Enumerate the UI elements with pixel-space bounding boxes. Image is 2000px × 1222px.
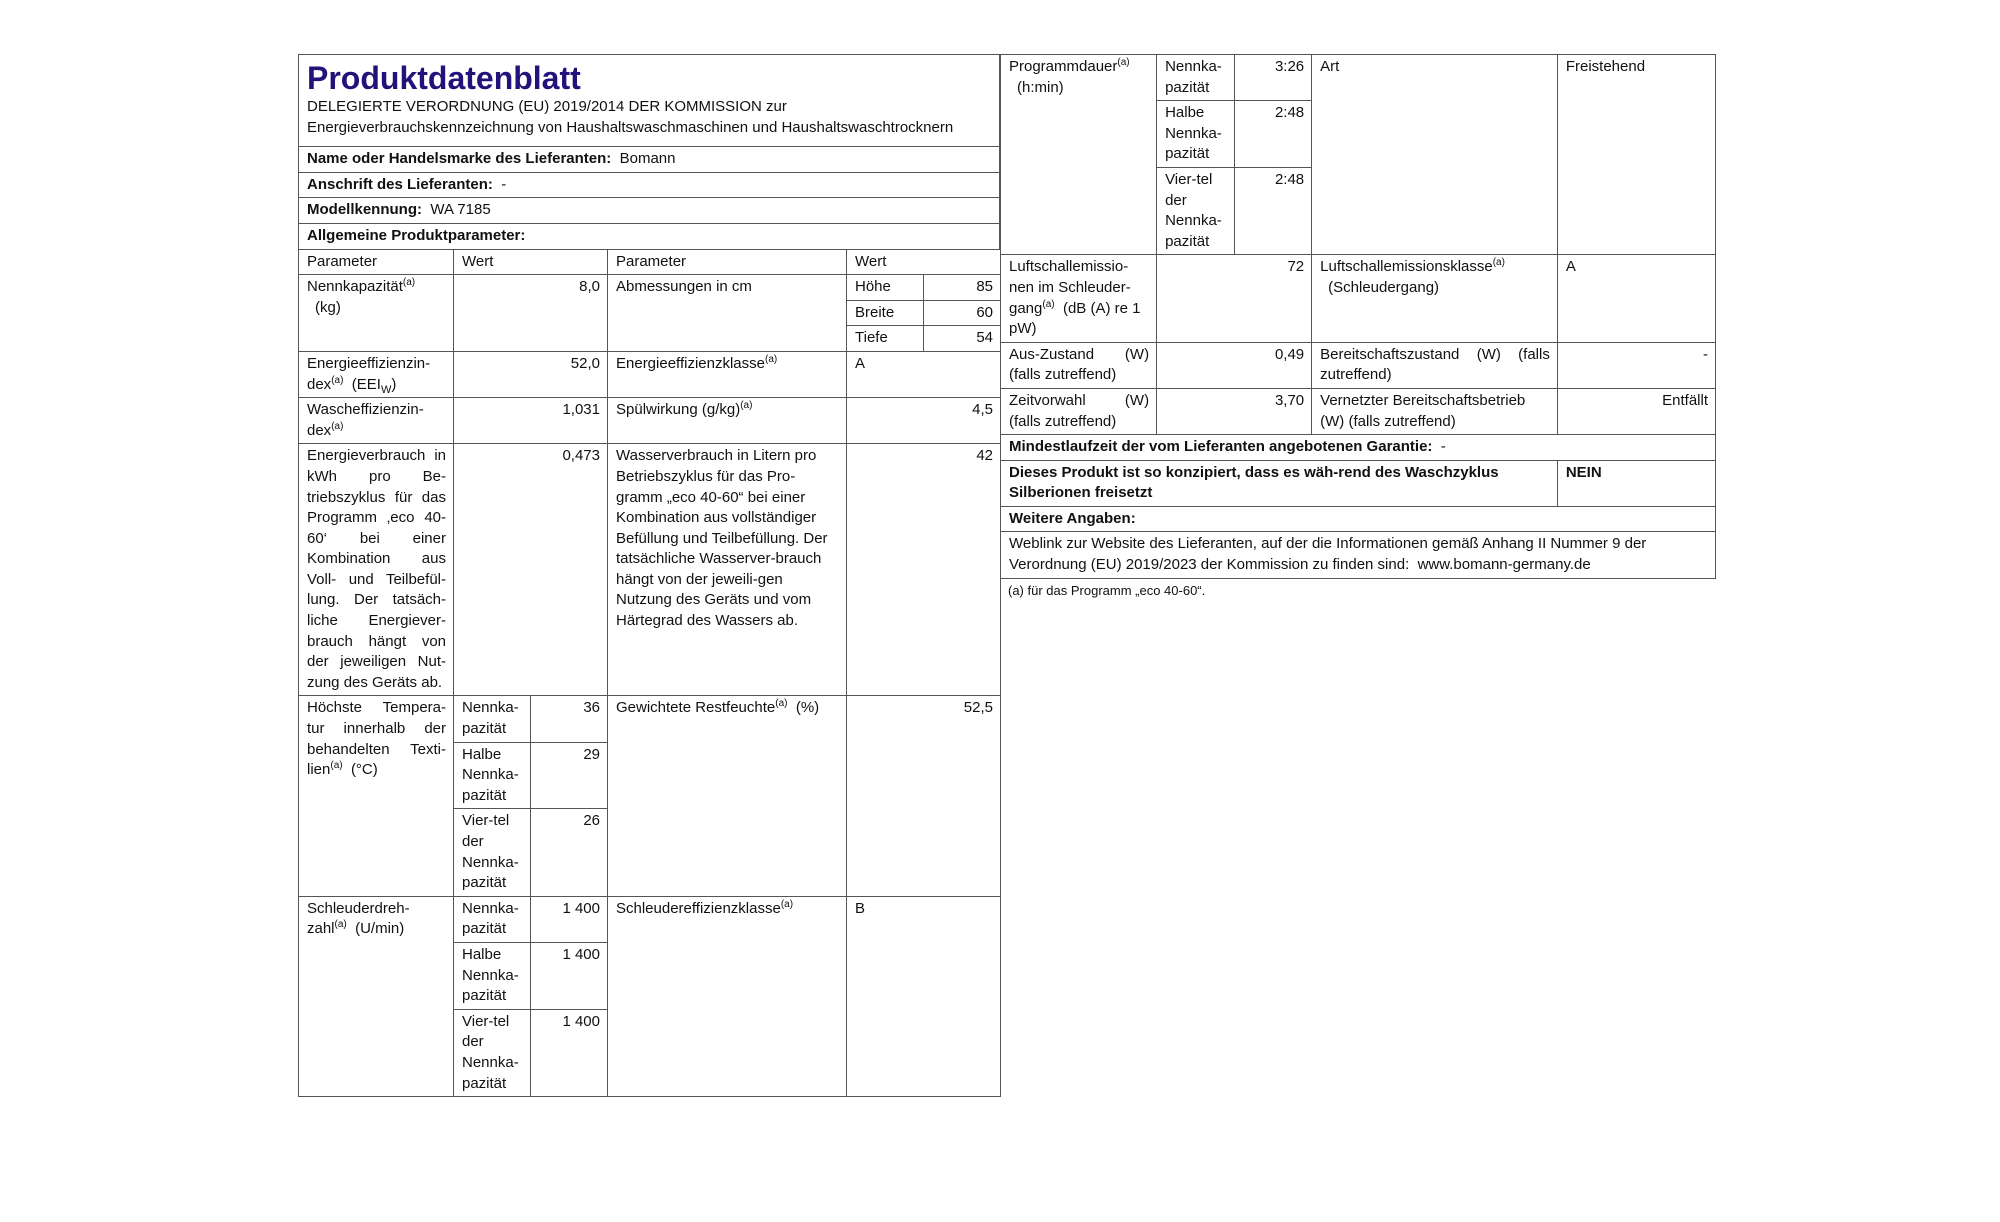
max-temp-label: Höchste Tempera-tur innerhalb der behandelten Texti-lien bbox=[307, 699, 446, 779]
right-parameters-table bbox=[1000, 54, 1716, 579]
networked-standby-value: Entfällt bbox=[1557, 388, 1715, 434]
footnote-mark: (a) bbox=[334, 919, 347, 931]
datasheet-right bbox=[1000, 54, 1716, 602]
height-value: 85 bbox=[924, 275, 1001, 301]
energy-class-label: Energieeffizienzklasse bbox=[616, 354, 765, 372]
regulation-text bbox=[307, 97, 992, 144]
rinsing-value: 4,5 bbox=[847, 398, 1001, 444]
max-temp-rated: 36 bbox=[531, 696, 608, 742]
eei-label: Energieeffizienzin-dex bbox=[307, 354, 431, 393]
spin-class-label: Schleudereffizienzklasse bbox=[616, 899, 781, 917]
residual-moisture-label-cell bbox=[608, 696, 847, 896]
duration-quarter: 2:48 bbox=[1234, 167, 1312, 254]
type-value: Freistehend bbox=[1557, 55, 1715, 255]
supplier-address-value: - bbox=[501, 175, 507, 193]
footnote-mark: (a) bbox=[740, 400, 753, 412]
standby-label: Bereitschaftszustand (W) (falls zutreffend) bbox=[1312, 342, 1558, 388]
spin-speed-quarter: 1 400 bbox=[531, 1009, 608, 1096]
guarantee-row bbox=[1001, 435, 1716, 461]
noise-label-cell bbox=[1001, 255, 1157, 342]
energy-class-value: A bbox=[847, 351, 1001, 397]
networked-standby-label: Vernetzter Bereitschaftsbetrieb (W) (falls zutreffend) bbox=[1312, 388, 1558, 434]
further-info-label: Weitere Angaben: bbox=[1001, 506, 1716, 532]
footnote: (a) für das Programm „eco 40-60“. bbox=[1008, 582, 1206, 598]
noise-unit: (dB (A) re 1 pW) bbox=[1009, 299, 1141, 338]
spin-speed-label-cell bbox=[299, 896, 454, 1096]
eei-label-cell bbox=[299, 351, 454, 397]
eei-value: 52,0 bbox=[454, 351, 608, 397]
off-mode-value: 0,49 bbox=[1157, 342, 1312, 388]
load-half-label: Halbe Nennka-pazität bbox=[454, 942, 531, 1009]
col-header-param-1: Parameter bbox=[299, 249, 454, 275]
spin-class-label-cell bbox=[608, 896, 847, 1096]
weblink-text: Weblink zur Website des Lieferanten, auf der die Informationen gemäß Anhang II Nummer 9 der Verordnung (EU) 2019/2023 der Kommission zu finden sind: bbox=[1009, 535, 1647, 574]
load-quarter-label: Vier-tel der Nennka-pazität bbox=[454, 809, 531, 896]
duration-label-cell bbox=[1001, 55, 1157, 255]
wash-index-label: Wascheffizienzin-dex bbox=[307, 401, 424, 439]
model-value: WA 7185 bbox=[430, 201, 491, 219]
duration-unit: (h:min) bbox=[1017, 78, 1064, 96]
general-parameters-label: Allgemeine Produktparameter: bbox=[299, 223, 1000, 249]
footnote-mark: (a) bbox=[1492, 257, 1505, 269]
load-half-label: Halbe Nennka-pazität bbox=[1157, 101, 1235, 168]
weblink-row bbox=[1001, 532, 1716, 578]
dimensions-label: Abmessungen in cm bbox=[608, 275, 847, 352]
supplier-address-row bbox=[299, 172, 1000, 198]
spin-speed-rated: 1 400 bbox=[531, 896, 608, 942]
water-consumption-label: Wasserverbrauch in Litern pro Betriebszyklus für das Pro-gramm „eco 40-60“ bei einer Kombination aus vollständiger Befüllung und Teilbefüllung. Der tatsächliche Wasserver-brauch hängt von der jeweili-gen Nutzung des Geräts und vom Härtegrad des Wassers ab. bbox=[608, 444, 847, 696]
rinsing-label-cell bbox=[608, 398, 847, 444]
datasheet-left bbox=[298, 54, 1000, 1097]
wash-index-label-cell bbox=[299, 398, 454, 444]
supplier-name-label: Name oder Handelsmarke des Lieferanten: bbox=[307, 150, 612, 168]
col-header-value-1: Wert bbox=[454, 249, 608, 275]
noise-class-label: Luftschallemissionsklasse bbox=[1320, 258, 1493, 276]
parameters-table bbox=[298, 249, 1001, 1098]
residual-moisture-value: 52,5 bbox=[847, 696, 1001, 896]
weblink-url[interactable]: www.bomann-germany.de bbox=[1417, 556, 1591, 574]
load-quarter-label: Vier-tel der Nennka-pazität bbox=[1157, 167, 1235, 254]
load-quarter-label: Vier-tel der Nennka-pazität bbox=[454, 1009, 531, 1096]
width-value: 60 bbox=[924, 300, 1001, 326]
depth-label: Tiefe bbox=[847, 326, 924, 352]
energy-class-label-cell bbox=[608, 351, 847, 397]
footnote-mark: (a) bbox=[330, 760, 343, 772]
rinsing-label: Spülwirkung (g/kg) bbox=[616, 401, 741, 419]
noise-class-label-cell bbox=[1312, 255, 1558, 342]
delay-start-value: 3,70 bbox=[1157, 388, 1312, 434]
footnote-mark: (a) bbox=[331, 420, 344, 432]
delay-start-label: Zeitvorwahl (W) (falls zutreffend) bbox=[1001, 388, 1157, 434]
noise-class-unit: (Schleudergang) bbox=[1328, 278, 1440, 296]
max-temp-unit: (°C) bbox=[350, 761, 378, 779]
capacity-value: 8,0 bbox=[454, 275, 608, 352]
supplier-address-label: Anschrift des Lieferanten: bbox=[307, 175, 493, 193]
residual-moisture-unit: (%) bbox=[795, 699, 820, 717]
standby-value: - bbox=[1557, 342, 1715, 388]
off-mode-label: Aus-Zustand (W) (falls zutreffend) bbox=[1001, 342, 1157, 388]
guarantee-value: - bbox=[1440, 438, 1446, 456]
col-header-value-2: Wert bbox=[847, 249, 1001, 275]
energy-consumption-label: Energieverbrauch in kWh pro Be-triebszyklus für das Programm ‚eco 40-60‘ bei einer Kombination aus Voll- und Teilbefül-lung. Der tatsäch-liche Energiever-brauch hängt von der jeweiligen Nut-zung des Geräts ab. bbox=[299, 444, 454, 696]
duration-label: Programmdauer bbox=[1009, 58, 1118, 75]
load-rated-label: Nennka-pazität bbox=[1157, 55, 1235, 101]
capacity-unit: (kg) bbox=[315, 298, 341, 316]
regulation-line-2: Energieverbrauchskennzeichnung von Haushaltswaschmaschinen und Haushaltswaschtrocknern bbox=[307, 118, 954, 136]
supplier-name-value: Bomann bbox=[619, 150, 676, 168]
silver-ions-label: Dieses Produkt ist so konzipiert, dass es wäh-rend des Waschzyklus Silberionen freisetzt bbox=[1001, 460, 1558, 506]
max-temp-half: 29 bbox=[531, 742, 608, 809]
col-header-param-2: Parameter bbox=[608, 249, 847, 275]
load-half-label: Halbe Nennka-pazität bbox=[454, 742, 531, 809]
supplier-name-row bbox=[299, 147, 1000, 173]
spin-class-value: B bbox=[847, 896, 1001, 1096]
eei-unit: (EEI bbox=[351, 375, 381, 393]
noise-class-value: A bbox=[1557, 255, 1715, 342]
eei-unit-close: ) bbox=[391, 375, 397, 393]
noise-value: 72 bbox=[1157, 255, 1312, 342]
load-rated-label: Nennka-pazität bbox=[454, 896, 531, 942]
duration-rated: 3:26 bbox=[1234, 55, 1312, 101]
model-row bbox=[299, 198, 1000, 224]
capacity-label-cell bbox=[299, 275, 454, 352]
regulation-line-1: DELEGIERTE VERORDNUNG (EU) 2019/2014 DER KOMMISSION zur bbox=[307, 98, 787, 115]
footnote-mark: (a) bbox=[1042, 298, 1055, 310]
footnote-mark: (a) bbox=[402, 277, 416, 289]
load-rated-label: Nennka-pazität bbox=[454, 696, 531, 742]
datasheet-header-table bbox=[298, 54, 1000, 250]
silver-ions-value: NEIN bbox=[1557, 460, 1715, 506]
spin-speed-label: Schleuderdreh-zahl bbox=[307, 899, 410, 938]
duration-half: 2:48 bbox=[1234, 101, 1312, 168]
max-temp-label-cell bbox=[299, 696, 454, 896]
type-label: Art bbox=[1312, 55, 1558, 255]
spin-speed-unit: (U/min) bbox=[355, 920, 405, 938]
eei-unit-sub: W bbox=[380, 383, 392, 396]
footnote-mark: (a) bbox=[331, 374, 344, 386]
residual-moisture-label: Gewichtete Restfeuchte bbox=[616, 699, 776, 717]
page-title: Produktdatenblatt bbox=[307, 60, 581, 96]
energy-consumption-value: 0,473 bbox=[454, 444, 608, 696]
footnote-mark: (a) bbox=[1117, 57, 1130, 68]
capacity-label: Nennkapazität bbox=[307, 278, 403, 296]
model-label: Modellkennung: bbox=[307, 201, 422, 219]
footnote-mark: (a) bbox=[775, 698, 788, 710]
height-label: Höhe bbox=[847, 275, 924, 301]
water-consumption-value: 42 bbox=[847, 444, 1001, 696]
depth-value: 54 bbox=[924, 326, 1001, 352]
guarantee-label: Mindestlaufzeit der vom Lieferanten angebotenen Garantie: bbox=[1009, 438, 1433, 456]
footnote-mark: (a) bbox=[780, 898, 794, 910]
spin-speed-half: 1 400 bbox=[531, 942, 608, 1009]
width-label: Breite bbox=[847, 300, 924, 326]
wash-index-value: 1,031 bbox=[454, 398, 608, 444]
max-temp-quarter: 26 bbox=[531, 809, 608, 896]
footnote-mark: (a) bbox=[764, 353, 778, 365]
noise-label: Luftschallemissio-nen im Schleuder-gang bbox=[1009, 258, 1131, 317]
